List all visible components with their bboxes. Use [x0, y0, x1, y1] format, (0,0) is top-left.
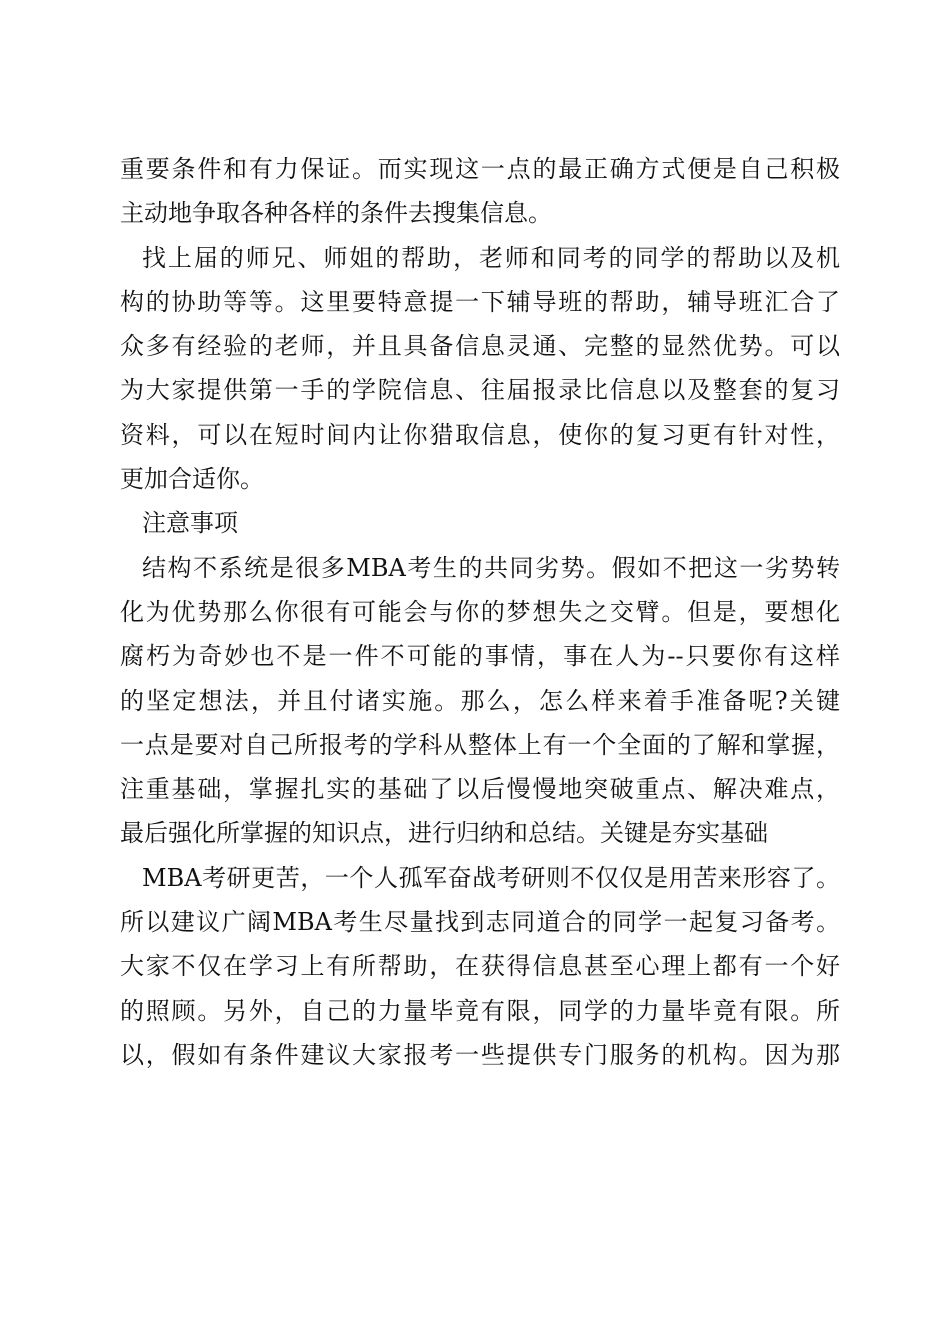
paragraph-3-line-2: 化为优势那么你很有可能会与你的梦想失之交臂。但是，要想化: [120, 597, 840, 626]
paragraph-4-line-4: 的照顾。另外，自己的力量毕竟有限，同学的力量毕竟有限。所: [120, 996, 840, 1025]
paragraph-1-line-2: 主动地争取各种各样的条件去搜集信息。: [120, 199, 552, 228]
paragraph-1-line-1: 重要条件和有力保证。而实现这一点的最正确方式便是自己积极: [120, 155, 840, 183]
paragraph-2-line-2: 构的协助等等。这里要特意提一下辅导班的帮助，辅导班汇合了: [120, 287, 840, 316]
paragraph-3-line-7: 最后强化所掌握的知识点，进行归纳和总结。关键是夯实基础: [120, 819, 768, 848]
document-body: [120, 147, 840, 1077]
paragraph-3-line-1: 结构不系统是很多MBA考生的共同劣势。假如不把这一劣势转: [142, 553, 840, 582]
paragraph-2-line-3: 众多有经验的老师，并且具备信息灵通、完整的显然优势。可以: [120, 332, 840, 361]
paragraph-3-line-4: 的坚定想法，并且付诸实施。那么，怎么样来着手准备呢?关键: [120, 686, 840, 715]
paragraph-2-line-1: 找上届的师兄、师姐的帮助，老师和同考的同学的帮助以及机: [142, 243, 840, 272]
paragraph-3-line-3: 腐朽为奇妙也不是一件不可能的事情，事在人为--只要你有这样: [120, 642, 840, 671]
paragraph-3-line-6: 注重基础，掌握扎实的基础了以后慢慢地突破重点、解决难点，: [120, 775, 840, 804]
paragraph-3-line-5: 一点是要对自己所报考的学科从整体上有一个全面的了解和掌握，: [120, 730, 840, 759]
paragraph-4-line-2: 所以建议广阔MBA考生尽量找到志同道合的同学一起复习备考。: [120, 908, 840, 937]
paragraph-4-line-5: 以，假如有条件建议大家报考一些提供专门服务的机构。因为那: [120, 1040, 840, 1069]
paragraph-2-line-5: 资料，可以在短时间内让你猎取信息，使你的复习更有针对性，: [120, 420, 840, 449]
paragraph-4-line-3: 大家不仅在学习上有所帮助，在获得信息甚至心理上都有一个好: [120, 952, 840, 981]
paragraph-2-line-6: 更加合适你。: [120, 465, 264, 494]
section-heading: 注意事项: [142, 509, 238, 538]
paragraph-4-line-1: MBA考研更苦，一个人孤军奋战考研则不仅仅是用苦来形容了。: [142, 863, 840, 892]
paragraph-2-line-4: 为大家提供第一手的学院信息、往届报录比信息以及整套的复习: [120, 376, 840, 405]
